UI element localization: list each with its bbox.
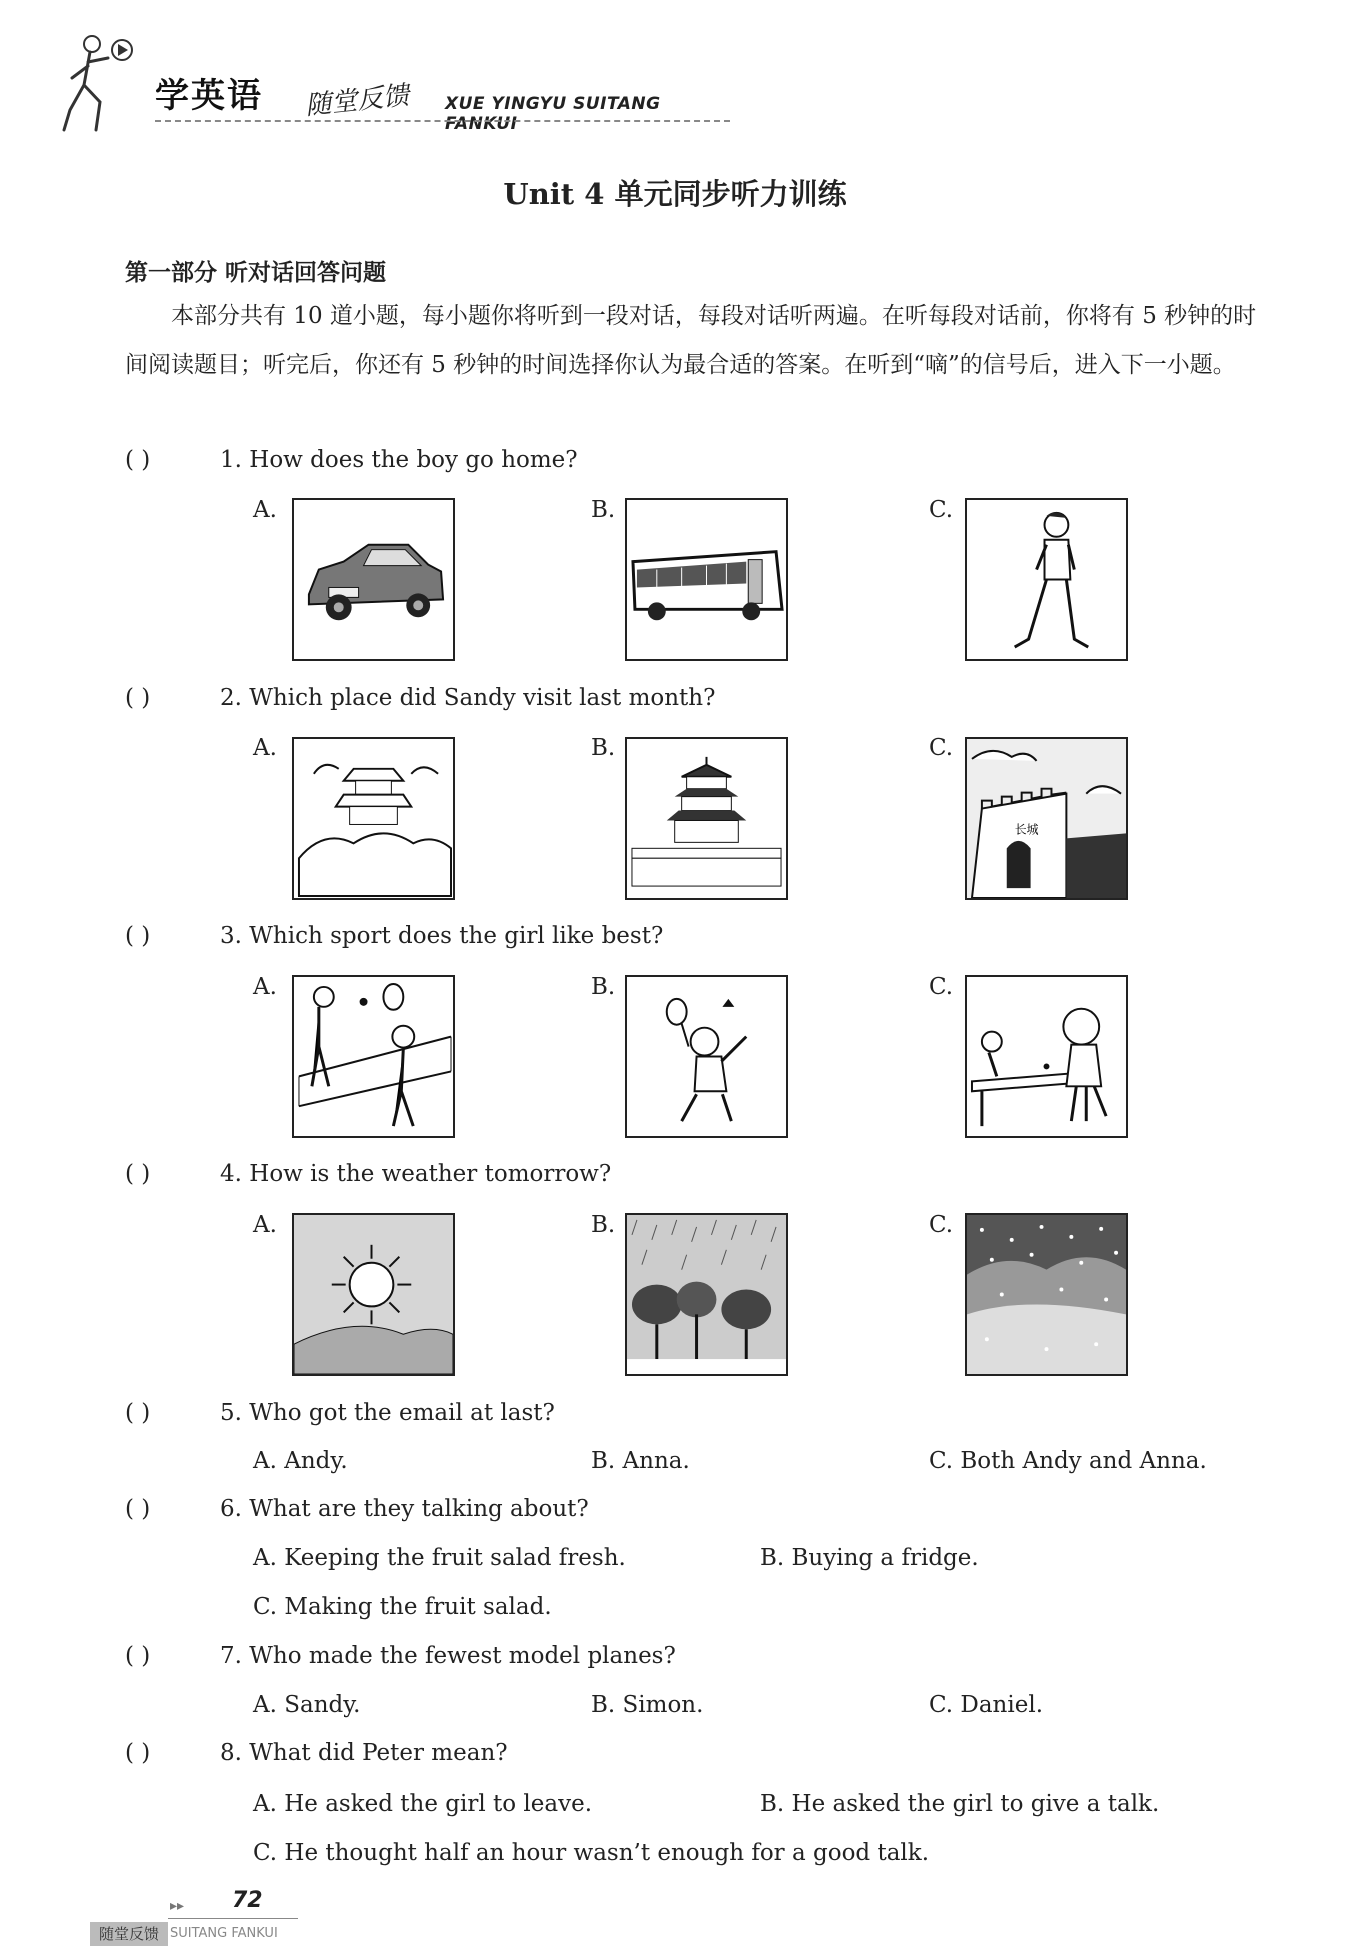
question-text: Who made the fewest model planes? — [249, 1643, 676, 1669]
question-text: Which sport does the girl like best? — [249, 923, 664, 949]
option-a[interactable]: A. Keeping the fruit salad fresh. — [253, 1545, 626, 1571]
walking-boy-picture[interactable] — [965, 498, 1128, 661]
question-text: How is the weather tomorrow? — [249, 1161, 612, 1187]
question-number: 3. — [220, 923, 242, 949]
runner-figure-icon — [60, 30, 140, 140]
option-c[interactable]: C. Daniel. — [929, 1692, 1044, 1718]
footer-english: SUITANG FANKUI — [170, 1926, 278, 1941]
answer-blank[interactable]: ( ) — [125, 1740, 151, 1766]
logo-divider — [155, 120, 730, 122]
question-1 — [125, 447, 578, 473]
question-number: 2. — [220, 685, 242, 711]
page-number: 72 — [232, 1888, 263, 1913]
tennis-picture[interactable] — [292, 975, 455, 1138]
option-label: A. — [253, 735, 277, 761]
footer-badge: 随堂反馈 — [90, 1922, 168, 1946]
logo-subtitle: 随堂反馈 — [303, 80, 411, 122]
question-number: 7. — [220, 1643, 242, 1669]
sunny-picture[interactable] — [292, 1213, 455, 1376]
option-b[interactable]: B. Buying a fridge. — [760, 1545, 979, 1571]
option-label: A. — [253, 497, 277, 523]
question-text: Who got the email at last? — [249, 1400, 555, 1426]
answer-blank[interactable]: ( ) — [125, 685, 151, 711]
option-a[interactable]: A. Andy. — [253, 1448, 348, 1474]
logo-title: 学英语 — [155, 76, 263, 116]
option-a[interactable]: A. Sandy. — [253, 1692, 361, 1718]
question-number: 1. — [220, 447, 242, 473]
great-wall-sign: 长城 — [1014, 822, 1039, 837]
temple-of-heaven-picture[interactable] — [625, 737, 788, 900]
option-label: B. — [591, 1212, 616, 1238]
section-instruction: 本部分共有 10 道小题，每小题你将听到一段对话，每段对话听两遍。在听每段对话前，你将有 5 秒钟的时间阅读题目；听完后，你还有 5 秒钟的时间选择你认为最合适的答案。在听到“嘀”的信号后，进入下一小题。 — [125, 303, 1257, 378]
option-label: C. — [929, 974, 954, 1000]
question-text: What are they talking about? — [249, 1496, 589, 1522]
answer-blank[interactable]: ( ) — [125, 1496, 151, 1522]
question-5 — [125, 1400, 555, 1426]
option-label: C. — [929, 497, 954, 523]
answer-blank[interactable]: ( ) — [125, 1400, 151, 1426]
table-tennis-picture[interactable] — [965, 975, 1128, 1138]
question-number: 4. — [220, 1161, 242, 1187]
option-label: B. — [591, 735, 616, 761]
snowy-picture[interactable] — [965, 1213, 1128, 1376]
option-a[interactable]: A. He asked the girl to leave. — [253, 1791, 593, 1817]
question-7 — [125, 1643, 676, 1669]
rainy-picture[interactable] — [625, 1213, 788, 1376]
badminton-picture[interactable] — [625, 975, 788, 1138]
option-c[interactable]: C. Making the fruit salad. — [253, 1594, 552, 1620]
question-3 — [125, 923, 663, 949]
question-6 — [125, 1496, 589, 1522]
option-label: B. — [591, 974, 616, 1000]
answer-blank[interactable]: ( ) — [125, 1161, 151, 1187]
option-label: A. — [253, 974, 277, 1000]
option-b[interactable]: B. Anna. — [591, 1448, 690, 1474]
option-b[interactable]: B. Simon. — [591, 1692, 704, 1718]
option-label: C. — [929, 1212, 954, 1238]
footer-arrows-icon: ▸▸ — [170, 1898, 185, 1914]
option-label: B. — [591, 497, 616, 523]
logo-english: XUE YINGYU SUITANG FANKUI — [445, 94, 661, 134]
unit-title: Unit 4 单元同步听力训练 — [503, 177, 847, 211]
question-number: 8. — [220, 1740, 242, 1766]
answer-blank[interactable]: ( ) — [125, 1643, 151, 1669]
question-number: 6. — [220, 1496, 242, 1522]
question-4 — [125, 1161, 611, 1187]
option-b[interactable]: B. He asked the girl to give a talk. — [760, 1791, 1160, 1817]
section-heading: 第一部分 听对话回答问题 — [125, 260, 387, 286]
option-label: C. — [929, 735, 954, 761]
answer-blank[interactable]: ( ) — [125, 923, 151, 949]
option-c[interactable]: C. Both Andy and Anna. — [929, 1448, 1207, 1474]
great-wall-picture[interactable] — [965, 737, 1128, 900]
question-text: What did Peter mean? — [249, 1740, 508, 1766]
question-text: Which place did Sandy visit last month? — [249, 685, 716, 711]
question-2 — [125, 685, 715, 711]
question-text: How does the boy go home? — [249, 447, 578, 473]
bus-picture[interactable] — [625, 498, 788, 661]
question-number: 5. — [220, 1400, 242, 1426]
header-logo — [60, 30, 700, 140]
option-label: A. — [253, 1212, 277, 1238]
car-picture[interactable] — [292, 498, 455, 661]
summer-palace-picture[interactable] — [292, 737, 455, 900]
question-8 — [125, 1740, 508, 1766]
footer-divider — [168, 1918, 298, 1919]
option-c[interactable]: C. He thought half an hour wasn’t enough for a good talk. — [253, 1840, 930, 1866]
answer-blank[interactable]: ( ) — [125, 447, 151, 473]
